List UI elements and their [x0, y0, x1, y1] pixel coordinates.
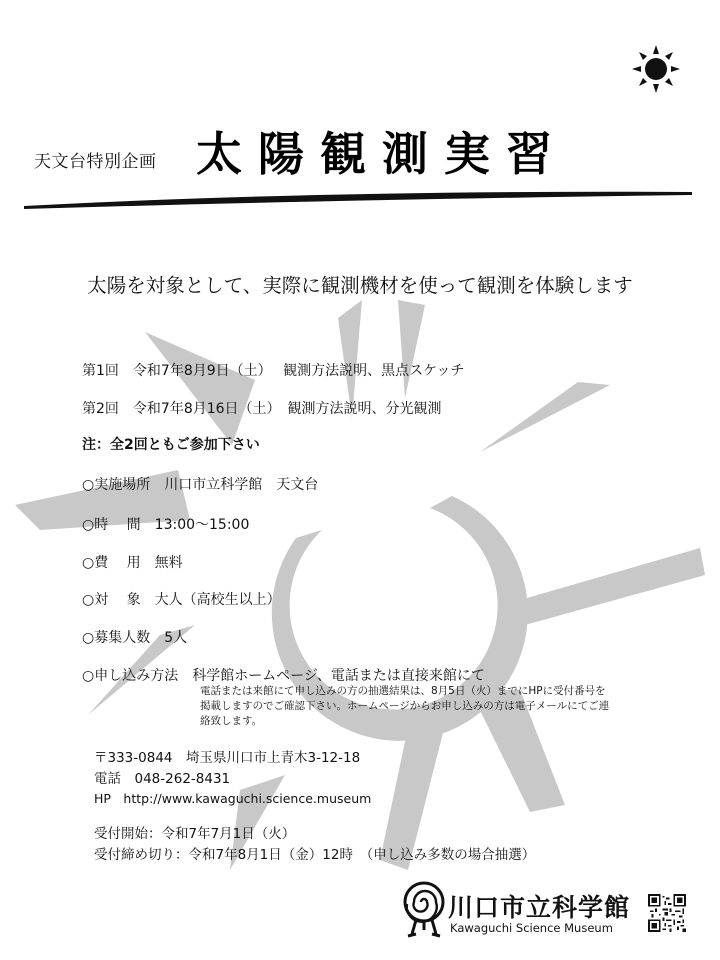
- detail-application-method: ○申し込み方法 科学館ホームページ、電話または直接来館にて: [82, 668, 485, 684]
- detail-time: ○時 間 13:00～15:00: [82, 517, 250, 533]
- event-category-label: 天文台特別企画: [34, 152, 157, 172]
- detail-target: ○対 象 大人（高校生以上）: [82, 592, 281, 608]
- museum-name-japanese: 川口市立科学館: [448, 893, 631, 922]
- museum-logo-icon: [402, 880, 446, 940]
- session-1: 第1回 令和7年8月9日（土） 観測方法説明、黒点スケッチ: [82, 363, 465, 379]
- detail-capacity: ○募集人数 5人: [82, 630, 188, 646]
- reception-start: 受付開始：令和7年7月1日（火）: [94, 826, 296, 842]
- homepage-url[interactable]: HP http://www.kawaguchi.science.museum: [94, 791, 372, 806]
- application-note-line-3: 絡致します。: [200, 715, 263, 727]
- detail-venue: ○実施場所 川口市立科学館 天文台: [82, 477, 319, 493]
- application-note-line-1: 電話または来館にて申し込みの方の抽選結果は、8月5日（火）までにHPに受付番号を: [200, 685, 606, 697]
- title-underline-swoosh: [24, 178, 696, 212]
- detail-fee: ○費 用 無料: [82, 555, 183, 571]
- reception-deadline: 受付締め切り：令和7年8月1日（金）12時 （申し込み多数の場合抽選）: [94, 847, 536, 863]
- lead-description: 太陽を対象として、実際に観測機材を使って観測を体験します: [87, 274, 633, 297]
- phone-number: 電話 048-262-8431: [94, 771, 231, 787]
- attendance-notice: 注：全2回ともご参加下さい: [82, 437, 260, 453]
- sun-icon: [630, 43, 682, 95]
- session-2: 第2回 令和7年8月16日（土） 観測方法説明、分光観測: [82, 401, 442, 417]
- museum-name-english: Kawaguchi Science Museum: [450, 921, 613, 935]
- application-note-line-2: 掲載しますのでご確認下さい。ホームページからお申し込みの方は電子メールにてご連: [200, 700, 610, 712]
- page-title: 太陽観測実習: [196, 127, 568, 181]
- qr-code-icon[interactable]: [648, 894, 686, 932]
- address: 〒333-0844 埼玉県川口市上青木3-12-18: [94, 750, 361, 766]
